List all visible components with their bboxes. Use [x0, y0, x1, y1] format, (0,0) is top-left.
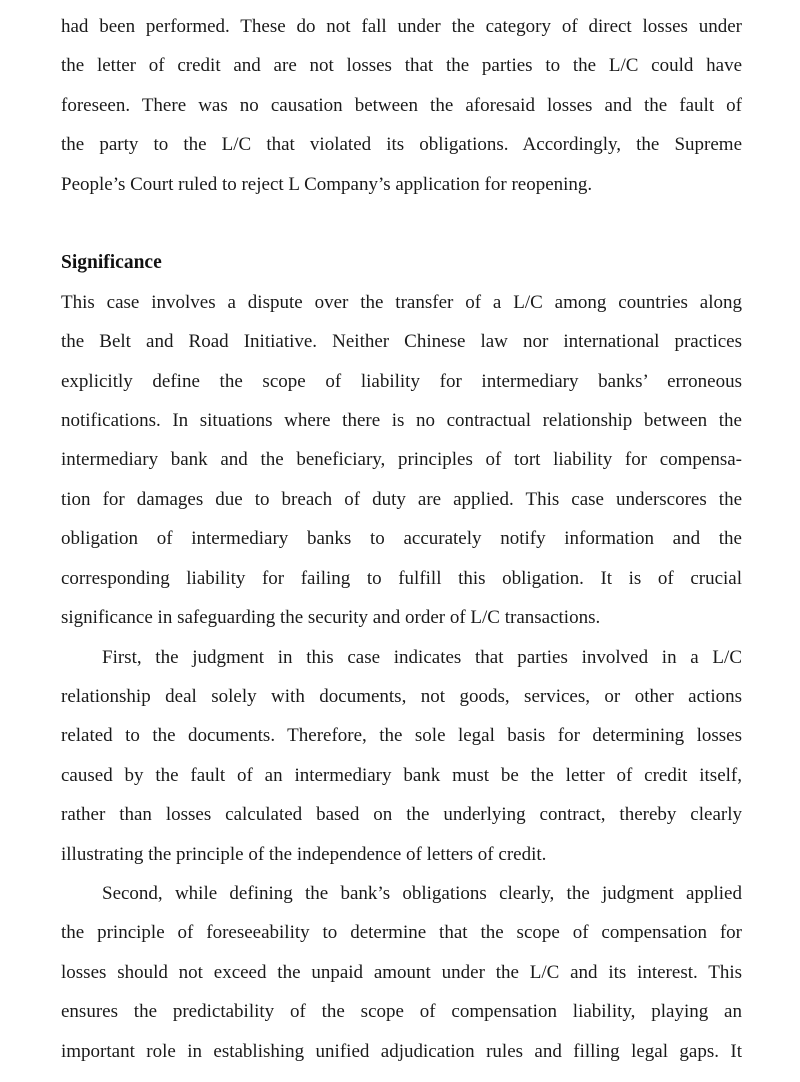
section-heading: Significance [61, 252, 162, 274]
text-line: explicitly define the scope of liability for intermediary banks’ erroneous [61, 370, 742, 392]
text-column [61, 7, 742, 1071]
paragraph-first-point [61, 638, 742, 874]
text-line: notifications. In situations where there is no contractual relationship between the [61, 410, 742, 432]
text-line: This case involves a dispute over the transfer of a L/C among countries along [61, 291, 742, 313]
text-line: People’s Court ruled to reject L Company’s application for reopening. [61, 173, 593, 195]
text-line: relationship deal solely with documents, not goods, services, or other actions [61, 685, 742, 707]
text-line: important role in establishing unified adjudication rules and filling legal gaps. It [61, 1040, 742, 1062]
paragraph-significance-intro [61, 283, 742, 638]
paragraph-continuation [61, 7, 742, 204]
text-line: the principle of foreseeability to determine that the scope of compensation for [61, 922, 742, 944]
text-line: had been performed. These do not fall under the category of direct losses under [61, 16, 742, 37]
text-line: Second, while defining the bank’s obligations clearly, the judgment applied [102, 882, 742, 904]
text-line: intermediary bank and the beneficiary, principles of tort liability for compensa- [61, 449, 742, 471]
text-line: corresponding liability for failing to fulfill this obligation. It is of crucial [61, 567, 742, 589]
text-line: losses should not exceed the unpaid amount under the L/C and its interest. This [61, 961, 742, 983]
text-line: illustrating the principle of the independence of letters of credit. [61, 843, 547, 865]
text-line: foreseen. There was no causation between the aforesaid losses and the fault of [61, 94, 742, 116]
text-line: significance in safeguarding the security and order of L/C transactions. [61, 607, 601, 629]
text-line: the letter of credit and are not losses that the parties to the L/C could have [61, 55, 742, 77]
text-line: the party to the L/C that violated its obligations. Accordingly, the Supreme [61, 134, 742, 156]
text-line: ensures the predictability of the scope of compensation liability, playing an [61, 1001, 742, 1023]
text-line: rather than losses calculated based on the underlying contract, thereby clearly [61, 804, 742, 826]
text-line: First, the judgment in this case indicates that parties involved in a L/C [102, 646, 742, 668]
text-line: the Belt and Road Initiative. Neither Chinese law nor international practices [61, 331, 742, 353]
text-line: obligation of intermediary banks to accurately notify information and the [61, 528, 742, 550]
text-line: tion for damages due to breach of duty are applied. This case underscores the [61, 488, 742, 510]
paragraph-second-point [61, 874, 742, 1071]
text-line: related to the documents. Therefore, the sole legal basis for determining losses [61, 725, 742, 747]
text-line: caused by the fault of an intermediary bank must be the letter of credit itself, [61, 764, 742, 786]
